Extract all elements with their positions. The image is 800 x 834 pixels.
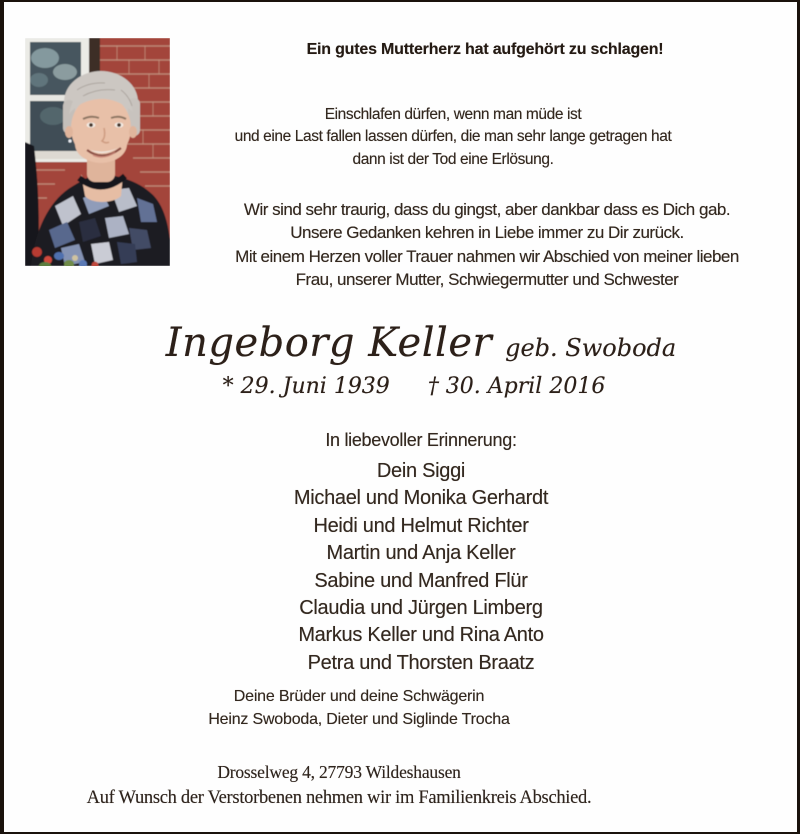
verse-line: und eine Last fallen lassen dürfen, die man sehr lange getragen hat <box>234 128 672 146</box>
mourner-line: Markus Keller und Rina Anto <box>298 624 544 647</box>
relatives-names: Heinz Swoboda, Dieter und Siglinde Trocha <box>208 711 510 728</box>
remembrance-heading: In liebevoller Erinnerung: <box>325 430 517 450</box>
verse-line: Einschlafen dürfen, wenn man müde ist <box>324 106 582 123</box>
mourner-line: Martin und Anja Keller <box>326 542 516 565</box>
life-dates-row <box>31 374 797 399</box>
relatives-block <box>4 685 714 731</box>
intro-line: Unsere Gedanken kehren in Liebe immer zu Dir zurück. <box>290 223 684 243</box>
mourner-line: Heidi und Helmut Richter <box>313 514 529 537</box>
birth-date: * 29. Juni 1939 <box>222 374 390 399</box>
closing-line: Auf Wunsch der Verstorbenen nehmen wir im Familienkreis Abschied. <box>86 788 592 808</box>
mourner-line: Michael und Monika Gerhardt <box>293 487 549 510</box>
intro-line: Wir sind sehr traurig, dass du gingst, aber dankbar dass es Dich gab. <box>243 200 731 219</box>
mourner-line: Dein Siggi <box>376 460 466 482</box>
intro-block <box>170 198 800 292</box>
deceased-name-row <box>38 320 800 366</box>
address-line: Drosselweg 4, 27793 Wildeshausen <box>217 762 461 782</box>
verse-line: dann ist der Tod eine Erlösung. <box>352 150 554 168</box>
intro-line: Mit einem Herzen voller Trauer nahmen wir Abschied von meiner lieben <box>235 246 739 266</box>
relatives-intro: Deine Brüder und deine Schwägerin <box>233 688 485 705</box>
death-date: † 30. April 2016 <box>427 374 606 399</box>
headline: Ein gutes Mutterherz hat aufgehört zu schlagen! <box>306 41 664 58</box>
mourner-line: Claudia und Jürgen Limberg <box>299 597 543 620</box>
maiden-name: geb. Swoboda <box>505 334 677 362</box>
mourner-line: Sabine und Manfred Flür <box>314 569 528 592</box>
deceased-name: Ingeborg Keller <box>165 320 493 366</box>
intro-line: Frau, unserer Mutter, Schwiegermutter und Schwester <box>295 270 679 290</box>
mourners-list <box>38 458 800 677</box>
mourner-line: Petra und Thorsten Braatz <box>307 651 535 674</box>
verse-block <box>103 104 800 171</box>
